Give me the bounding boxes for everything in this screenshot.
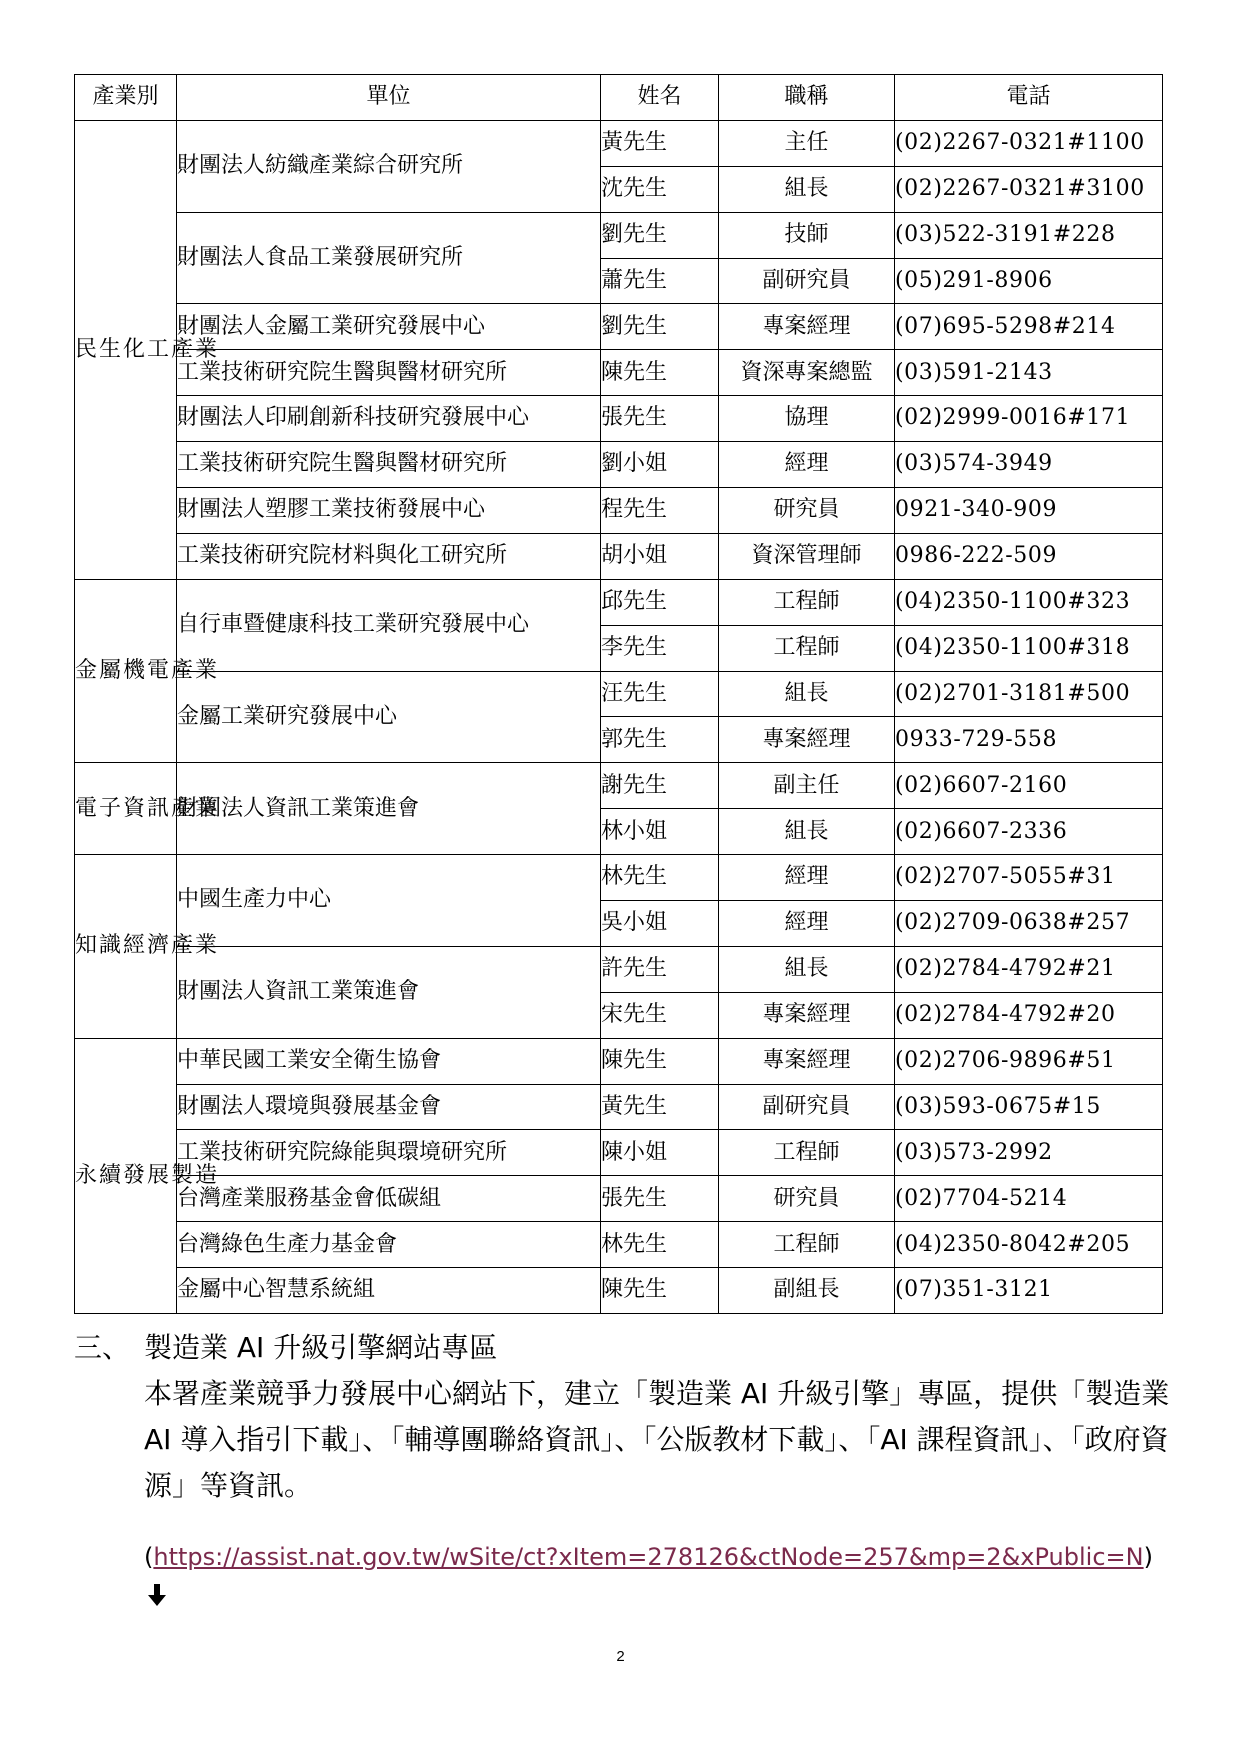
phone-cell: (03)593-0675#15: [895, 1084, 1163, 1130]
title-cell: 技師: [719, 212, 895, 258]
unit-cell: 金屬工業研究發展中心: [177, 671, 601, 763]
unit-cell: 台灣產業服務基金會低碳組: [177, 1176, 601, 1222]
phone-cell: (05)291-8906: [895, 258, 1163, 304]
unit-cell: 財團法人金屬工業研究發展中心: [177, 304, 601, 350]
phone-cell: (02)2267-0321#1100: [895, 120, 1163, 166]
phone-cell: (03)591-2143: [895, 350, 1163, 396]
phone-cell: (02)2784-4792#21: [895, 946, 1163, 992]
phone-cell: (03)573-2992: [895, 1130, 1163, 1176]
title-cell: 研究員: [719, 1176, 895, 1222]
phone-cell: (04)2350-1100#323: [895, 579, 1163, 625]
title-cell: 專案經理: [719, 992, 895, 1038]
table-row: [75, 671, 1163, 717]
unit-cell: 財團法人資訊工業策進會: [177, 946, 601, 1038]
name-cell: 胡小姐: [601, 533, 719, 579]
header-unit: 單位: [177, 75, 601, 121]
table-row: [75, 579, 1163, 625]
section-ai-engine: [74, 1325, 1174, 1611]
title-cell: 經理: [719, 855, 895, 901]
section-paragraph: 本署產業競爭力發展中心網站下，建立「製造業 AI 升級引擎」專區，提供「製造業 AI 導入指引下載」、「輔導團聯絡資訊」、「公版教材下載」、「AI 課程資訊」、「政府資源」等資訊。: [144, 1377, 1170, 1502]
phone-cell: (02)6607-2336: [895, 809, 1163, 855]
name-cell: 吳小姐: [601, 901, 719, 947]
title-cell: 副研究員: [719, 1084, 895, 1130]
name-cell: 陳小姐: [601, 1130, 719, 1176]
title-cell: 專案經理: [719, 1038, 895, 1084]
phone-cell: 0933-729-558: [895, 717, 1163, 763]
title-cell: 工程師: [719, 1130, 895, 1176]
table-row: [75, 855, 1163, 901]
phone-cell: (02)2267-0321#3100: [895, 166, 1163, 212]
unit-cell: 財團法人環境與發展基金會: [177, 1084, 601, 1130]
table-row: [75, 763, 1163, 809]
title-cell: 副主任: [719, 763, 895, 809]
unit-cell: 財團法人資訊工業策進會: [177, 763, 601, 855]
table-row: [75, 350, 1163, 396]
unit-cell: 財團法人食品工業發展研究所: [177, 212, 601, 304]
phone-cell: (03)574-3949: [895, 442, 1163, 488]
phone-cell: (02)2709-0638#257: [895, 901, 1163, 947]
phone-cell: 0986-222-509: [895, 533, 1163, 579]
header-industry: 產業別: [75, 75, 177, 121]
title-cell: 副研究員: [719, 258, 895, 304]
name-cell: 汪先生: [601, 671, 719, 717]
name-cell: 劉先生: [601, 212, 719, 258]
phone-cell: (07)695-5298#214: [895, 304, 1163, 350]
title-cell: 專案經理: [719, 304, 895, 350]
title-cell: 協理: [719, 396, 895, 442]
name-cell: 張先生: [601, 396, 719, 442]
ai-engine-link[interactable]: https://assist.nat.gov.tw/wSite/ct?xItem=278126&ctNode=257&mp=2&xPublic=N: [153, 1543, 1144, 1571]
title-cell: 工程師: [719, 1222, 895, 1268]
table-row: [75, 212, 1163, 258]
industry-cell: 永續發展製造: [75, 1038, 177, 1313]
unit-cell: 工業技術研究院生醫與醫材研究所: [177, 442, 601, 488]
table-row: [75, 442, 1163, 488]
phone-cell: (03)522-3191#228: [895, 212, 1163, 258]
phone-cell: (02)2999-0016#171: [895, 396, 1163, 442]
table-row: [75, 304, 1163, 350]
table-row: [75, 1084, 1163, 1130]
unit-cell: 台灣綠色生產力基金會: [177, 1222, 601, 1268]
phone-cell: (07)351-3121: [895, 1268, 1163, 1314]
title-cell: 組長: [719, 671, 895, 717]
unit-cell: 金屬中心智慧系統組: [177, 1268, 601, 1314]
industry-cell: 知識經濟產業: [75, 855, 177, 1039]
phone-cell: (04)2350-1100#318: [895, 625, 1163, 671]
unit-cell: 中華民國工業安全衛生協會: [177, 1038, 601, 1084]
title-cell: 主任: [719, 120, 895, 166]
name-cell: 張先生: [601, 1176, 719, 1222]
phone-cell: (02)2701-3181#500: [895, 671, 1163, 717]
phone-cell: (02)7704-5214: [895, 1176, 1163, 1222]
unit-cell: 工業技術研究院材料與化工研究所: [177, 533, 601, 579]
name-cell: 黃先生: [601, 120, 719, 166]
name-cell: 陳先生: [601, 1038, 719, 1084]
table-row: [75, 120, 1163, 166]
unit-cell: 工業技術研究院生醫與醫材研究所: [177, 350, 601, 396]
name-cell: 郭先生: [601, 717, 719, 763]
section-number: 三、: [74, 1331, 131, 1364]
table-row: [75, 1176, 1163, 1222]
url-line: [144, 1537, 1174, 1577]
title-cell: 組長: [719, 809, 895, 855]
table-row: [75, 1222, 1163, 1268]
header-name: 姓名: [601, 75, 719, 121]
name-cell: 林先生: [601, 1222, 719, 1268]
title-cell: 資深專案總監: [719, 350, 895, 396]
industry-cell: 民生化工產業: [75, 120, 177, 579]
unit-cell: 工業技術研究院綠能與環境研究所: [177, 1130, 601, 1176]
header-phone: 電話: [895, 75, 1163, 121]
phone-cell: (02)6607-2160: [895, 763, 1163, 809]
table-row: [75, 1268, 1163, 1314]
table-body: [75, 120, 1163, 1313]
title-cell: 組長: [719, 166, 895, 212]
unit-cell: 財團法人印刷創新科技研究發展中心: [177, 396, 601, 442]
unit-cell: 財團法人紡織產業綜合研究所: [177, 120, 601, 212]
title-cell: 專案經理: [719, 717, 895, 763]
title-cell: 副組長: [719, 1268, 895, 1314]
name-cell: 林小姐: [601, 809, 719, 855]
header-title: 職稱: [719, 75, 895, 121]
table-row: [75, 1130, 1163, 1176]
name-cell: 程先生: [601, 488, 719, 534]
unit-cell: 財團法人塑膠工業技術發展中心: [177, 488, 601, 534]
down-arrow-icon: [146, 1583, 168, 1607]
name-cell: 沈先生: [601, 166, 719, 212]
url-close-paren: ): [1143, 1543, 1153, 1571]
name-cell: 李先生: [601, 625, 719, 671]
table-row: [75, 533, 1163, 579]
table-row: [75, 396, 1163, 442]
url-open-paren: (: [144, 1543, 154, 1571]
name-cell: 劉小姐: [601, 442, 719, 488]
title-cell: 資深管理師: [719, 533, 895, 579]
section-heading: [74, 1325, 1174, 1371]
title-cell: 研究員: [719, 488, 895, 534]
name-cell: 劉先生: [601, 304, 719, 350]
name-cell: 蕭先生: [601, 258, 719, 304]
name-cell: 陳先生: [601, 1268, 719, 1314]
unit-cell: 自行車暨健康科技工業研究發展中心: [177, 579, 601, 671]
name-cell: 許先生: [601, 946, 719, 992]
unit-cell: 中國生產力中心: [177, 855, 601, 947]
name-cell: 黃先生: [601, 1084, 719, 1130]
phone-cell: (02)2784-4792#20: [895, 992, 1163, 1038]
title-cell: 經理: [719, 442, 895, 488]
table-row: [75, 1038, 1163, 1084]
table-row: [75, 488, 1163, 534]
table-row: [75, 946, 1163, 992]
phone-cell: (02)2707-5055#31: [895, 855, 1163, 901]
industry-cell: 電子資訊產業: [75, 763, 177, 855]
name-cell: 宋先生: [601, 992, 719, 1038]
name-cell: 陳先生: [601, 350, 719, 396]
phone-cell: (04)2350-8042#205: [895, 1222, 1163, 1268]
page-number: 2: [616, 1648, 625, 1665]
name-cell: 謝先生: [601, 763, 719, 809]
name-cell: 邱先生: [601, 579, 719, 625]
title-cell: 工程師: [719, 625, 895, 671]
title-cell: 經理: [719, 901, 895, 947]
name-cell: 林先生: [601, 855, 719, 901]
header-row: [75, 75, 1163, 121]
phone-cell: (02)2706-9896#51: [895, 1038, 1163, 1084]
contacts-table: [74, 74, 1163, 1314]
title-cell: 組長: [719, 946, 895, 992]
title-cell: 工程師: [719, 579, 895, 625]
phone-cell: 0921-340-909: [895, 488, 1163, 534]
industry-cell: 金屬機電產業: [75, 579, 177, 763]
section-title: 製造業 AI 升級引擎網站專區: [144, 1331, 498, 1364]
